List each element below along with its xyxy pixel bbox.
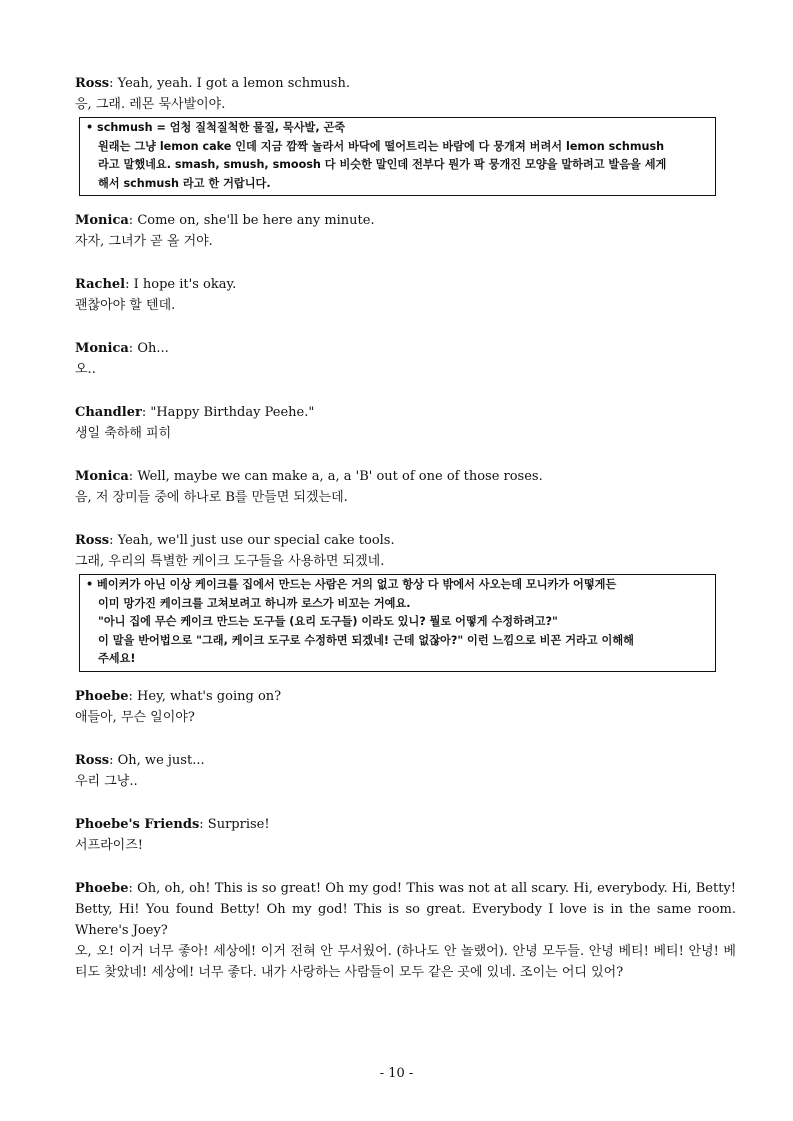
english-line: Come on, she'll be here any minute. (137, 213, 375, 228)
speaker-name: Ross (75, 752, 110, 768)
translator-note: • 베이커가 아닌 이상 케이크를 집에서 만드는 사람은 거의 없고 항상 다 밖에서 사오는데 모니카가 어떻게든 이미 망가진 케이크를 고쳐보려고 하니까 로스가 비꼬는 거예요. "아니 집에 무슨 케이크 만드는 도구들 (요리 도구들) 이라도 있니? 뭘로 어떻게 수정하려고?" 이 말을 반어법으로 "그래, 케이크 도구로 수정하면 되겠네! 근데 없잖아?" 이런 느낌으로 비꼰 거라고 이해해 주세요! (79, 574, 716, 672)
speaker-name: Chandler (75, 405, 142, 420)
korean-translation: 우리 그냥.. (75, 773, 138, 789)
dialogue-entry: Phoebe: Oh, oh, oh! This is so great! Oh my god! This was not at all scary. Hi, everybody. Hi, Betty! Betty, Hi! You found Betty! Oh my god! This is so great. Everybody I love is in the same room. Where's Joey? 오, 오! 이거 너무 좋아! 세상에! 이거 전혀 안 무서웠어. (하나도 안 놀랬어). 안녕 모두들. 안녕 베티! 베티! 안녕! 베티도 찾았네! 세상에! 너무 좋다. 내가 사랑하는 사람들이 모두 같은 곳에 있네. 조이는 어디 있어? (75, 878, 736, 983)
speaker-name: Phoebe (75, 880, 129, 896)
dialogue-entry: Ross: Yeah, we'll just use our special cake tools. 그래, 우리의 특별한 케이크 도구들을 사용하면 되겠네. (75, 530, 736, 572)
korean-translation: 오.. (75, 362, 96, 377)
english-line: I hope it's okay. (133, 277, 237, 292)
speaker-name: Ross (75, 76, 110, 91)
speaker-name: Phoebe's Friends (75, 816, 200, 832)
document-body (75, 73, 736, 1005)
dialogue-entry: Phoebe's Friends: Surprise! 서프라이즈! (75, 814, 736, 856)
dialogue-entry: Chandler: "Happy Birthday Peehe." 생일 축하해 피히 (75, 402, 736, 444)
speaker-name: Monica (75, 213, 129, 228)
english-line: Well, maybe we can make a, a, a 'B' out of one of those roses. (137, 469, 543, 484)
korean-translation: 오, 오! 이거 너무 좋아! 세상에! 이거 전혀 안 무서웠어. (하나도 안 놀랬어). 안녕 모두들. 안녕 베티! 베티! 안녕! 베티도 찾았네! 세상에! 너무 좋다. 내가 사랑하는 사람들이 모두 같은 곳에 있네. 조이는 어디 있어? (75, 943, 736, 980)
speaker-name: Ross (75, 533, 110, 548)
korean-translation: 그래, 우리의 특별한 케이크 도구들을 사용하면 되겠네. (75, 554, 385, 569)
english-line: Oh, we just... (117, 752, 205, 768)
speaker-name: Monica (75, 469, 129, 484)
english-line: Yeah, yeah. I got a lemon schmush. (117, 76, 350, 91)
dialogue-entry: Ross: Yeah, yeah. I got a lemon schmush. 응, 그래. 레몬 묵사발이야. (75, 73, 736, 115)
korean-translation: 음, 저 장미들 중에 하나로 B를 만들면 되겠는데. (75, 490, 348, 505)
english-line: Surprise! (207, 816, 270, 832)
korean-translation: 응, 그래. 레몬 묵사발이야. (75, 97, 226, 112)
english-line: Yeah, we'll just use our special cake tools. (117, 533, 395, 548)
speaker-name: Rachel (75, 277, 126, 292)
korean-translation: 자자, 그녀가 곧 올 거야. (75, 234, 213, 249)
dialogue-entry: Monica: Oh... 오.. (75, 338, 736, 380)
korean-translation: 괜찮아야 할 텐데. (75, 298, 176, 313)
english-line: Hey, what's going on? (137, 688, 282, 704)
dialogue-entry: Phoebe: Hey, what's going on? 애들아, 무슨 일이야? (75, 686, 736, 728)
speaker-name: Phoebe (75, 688, 129, 704)
korean-translation: 서프라이즈! (75, 837, 144, 853)
korean-translation: 생일 축하해 피히 (75, 426, 172, 441)
dialogue-entry: Monica: Well, maybe we can make a, a, a 'B' out of one of those roses. 음, 저 장미들 중에 하나로 B를 만들면 되겠는데. (75, 466, 736, 508)
speaker-name: Monica (75, 341, 129, 356)
english-line: Oh, oh, oh! This is so great! Oh my god! This was not at all scary. Hi, everybody. Hi, Betty! Betty, Hi! You found Betty! Oh my god! This is so great. Everybody I love is in the same room. Where's Joey? (75, 880, 736, 938)
translator-note: • schmush = 엄청 질척질척한 물질, 묵사발, 곤죽 원래는 그냥 lemon cake 인데 지금 깜짝 놀라서 바닥에 떨어트리는 바람에 다 뭉개져 버려서 lemon schmush 라고 말했네요. smash, smush, smoosh 다 비슷한 말인데 전부다 뭔가 팍 뭉개진 모양을 말하려고 발음을 세게 해서 schmush 라고 한 거랍니다. (79, 117, 716, 196)
dialogue-entry: Ross: Oh, we just... 우리 그냥.. (75, 750, 736, 792)
english-line: "Happy Birthday Peehe." (150, 405, 315, 420)
english-line: Oh... (137, 341, 169, 356)
page-number: - 10 - (379, 1066, 414, 1081)
korean-translation: 애들아, 무슨 일이야? (75, 709, 195, 725)
dialogue-entry: Monica: Come on, she'll be here any minute. 자자, 그녀가 곧 올 거야. (75, 210, 736, 252)
dialogue-entry: Rachel: I hope it's okay. 괜찮아야 할 텐데. (75, 274, 736, 316)
